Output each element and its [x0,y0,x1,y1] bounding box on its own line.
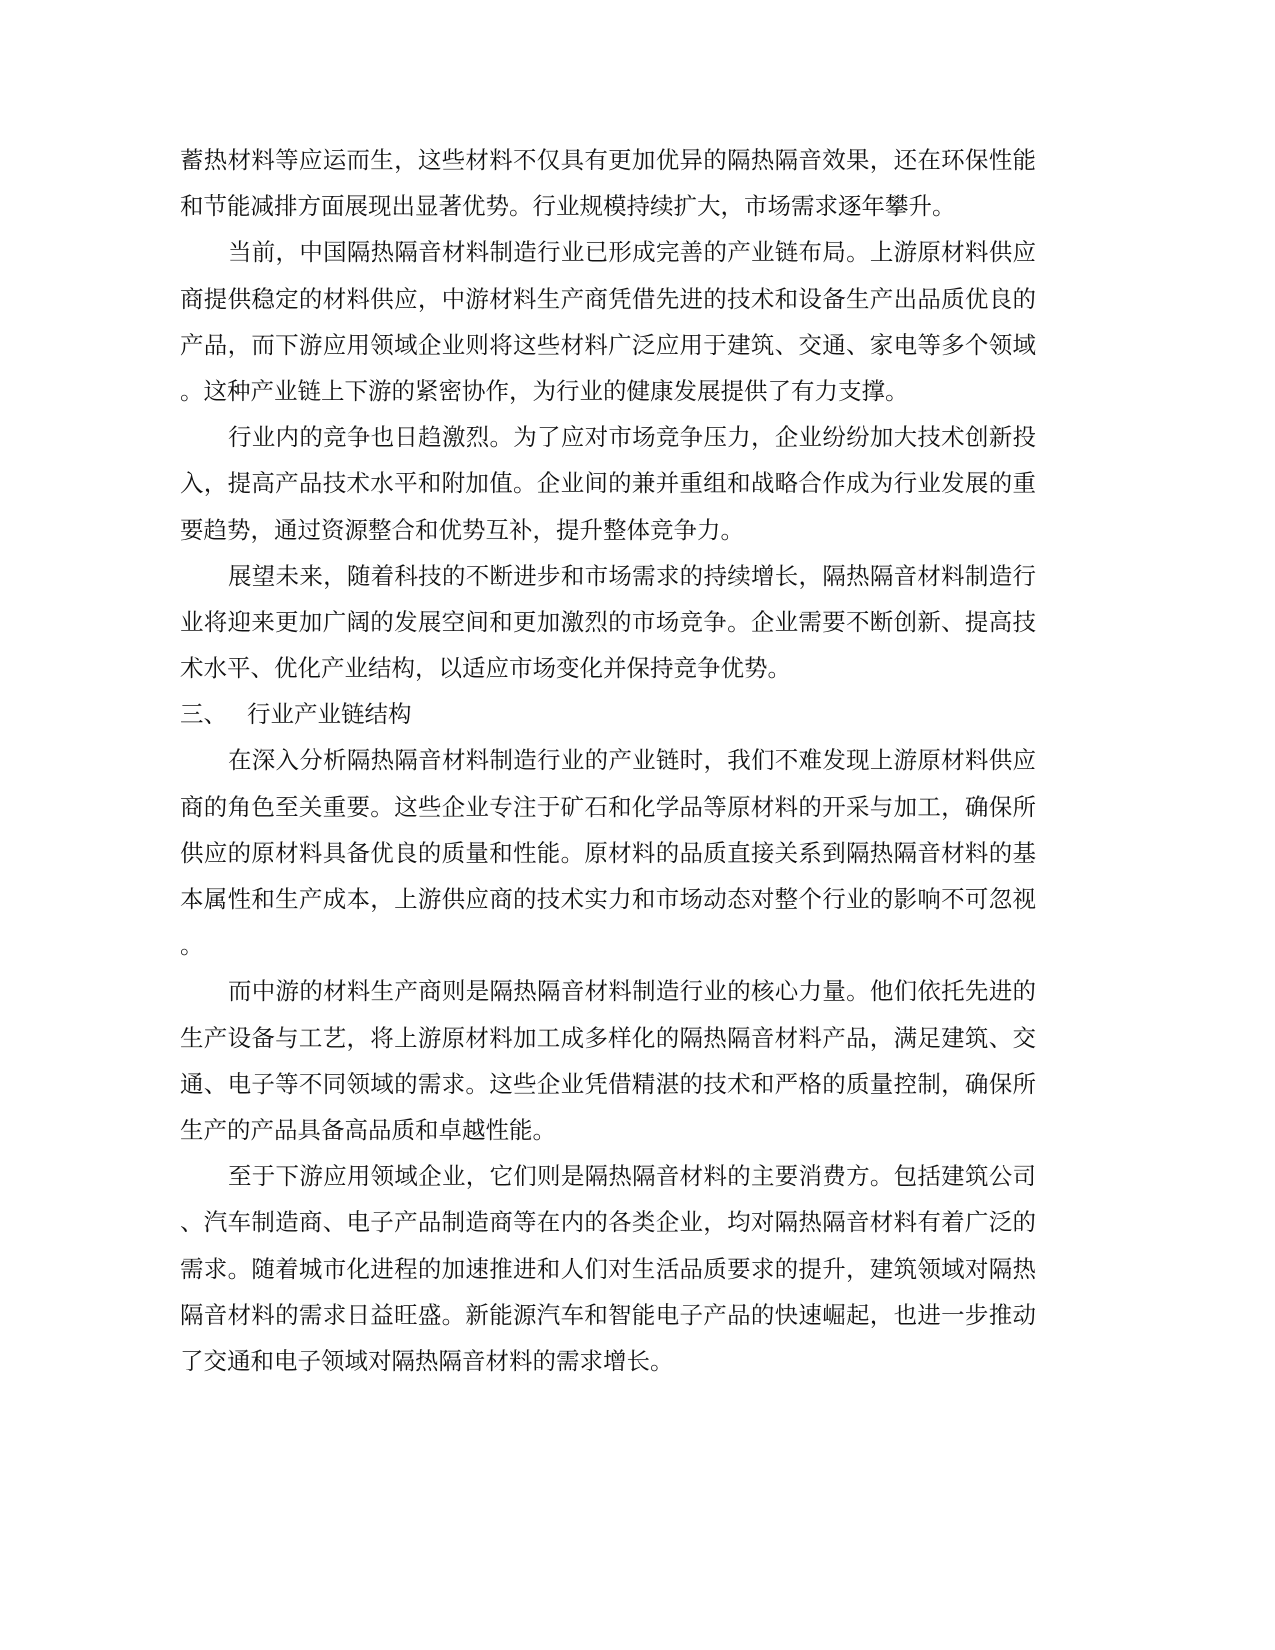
text-line: 商提供稳定的材料供应，中游材料生产商凭借先进的技术和设备生产出品质优良的 [180,284,1036,313]
text-line: 而中游的材料生产商则是隔热隔音材料制造行业的核心力量。他们依托先进的 [228,977,1036,1006]
paragraph [180,968,1036,1153]
text-line: 生产的产品具备高品质和卓越性能。 [180,1115,556,1144]
section-number: 三、 [180,700,227,729]
text-line: 和节能减排方面展现出显著优势。行业规模持续扩大，市场需求逐年攀升。 [180,192,956,221]
text-line: 在深入分析隔热隔音材料制造行业的产业链时，我们不难发现上游原材料供应 [228,746,1036,775]
text-line: 通、电子等不同领域的需求。这些企业凭借精湛的技术和严格的质量控制，确保所 [180,1069,1036,1098]
text-line: 行业内的竞争也日趋激烈。为了应对市场竞争压力，企业纷纷加大技术创新投 [228,423,1036,452]
text-line: 、汽车制造商、电子产品制造商等在内的各类企业，均对隔热隔音材料有着广泛的 [180,1208,1036,1237]
text-line: 术水平、优化产业结构，以适应市场变化并保持竞争优势。 [180,654,791,683]
paragraph [180,737,1036,968]
text-line: 。 [180,931,204,960]
text-line: 入，提高产品技术水平和附加值。企业间的兼并重组和战略合作成为行业发展的重 [180,469,1036,498]
document-page [180,137,1036,1384]
section-title: 行业产业链结构 [247,700,412,729]
paragraph [180,229,1036,414]
paragraph [180,414,1036,553]
text-line: 了交通和电子领域对隔热隔音材料的需求增长。 [180,1346,674,1375]
text-line: 生产设备与工艺，将上游原材料加工成多样化的隔热隔音材料产品，满足建筑、交 [180,1023,1036,1052]
text-line: 展望未来，随着科技的不断进步和市场需求的持续增长，隔热隔音材料制造行 [228,561,1036,590]
paragraph [180,1153,1036,1384]
text-line: 产品，而下游应用领域企业则将这些材料广泛应用于建筑、交通、家电等多个领域 [180,330,1036,359]
text-line: 要趋势，通过资源整合和优势互补，提升整体竞争力。 [180,515,744,544]
text-line: 蓄热材料等应运而生，这些材料不仅具有更加优异的隔热隔音效果，还在环保性能 [180,146,1036,174]
text-line: 供应的原材料具备优良的质量和性能。原材料的品质直接关系到隔热隔音材料的基 [180,838,1036,867]
text-line: 商的角色至关重要。这些企业专注于矿石和化学品等原材料的开采与加工，确保所 [180,792,1036,821]
text-line: 需求。随着城市化进程的加速推进和人们对生活品质要求的提升，建筑领域对隔热 [180,1254,1036,1283]
section-heading [180,691,1036,737]
text-line: 隔音材料的需求日益旺盛。新能源汽车和智能电子产品的快速崛起，也进一步推动 [180,1300,1036,1329]
text-line: 本属性和生产成本，上游供应商的技术实力和市场动态对整个行业的影响不可忽视 [180,885,1036,913]
paragraph [180,137,1036,229]
text-line: 。这种产业链上下游的紧密协作，为行业的健康发展提供了有力支撑。 [180,376,909,405]
paragraph [180,553,1036,692]
text-line: 至于下游应用领域企业，它们则是隔热隔音材料的主要消费方。包括建筑公司 [228,1162,1036,1191]
text-line: 当前，中国隔热隔音材料制造行业已形成完善的产业链布局。上游原材料供应 [228,238,1036,267]
text-line: 业将迎来更加广阔的发展空间和更加激烈的市场竞争。企业需要不断创新、提高技 [180,607,1036,636]
